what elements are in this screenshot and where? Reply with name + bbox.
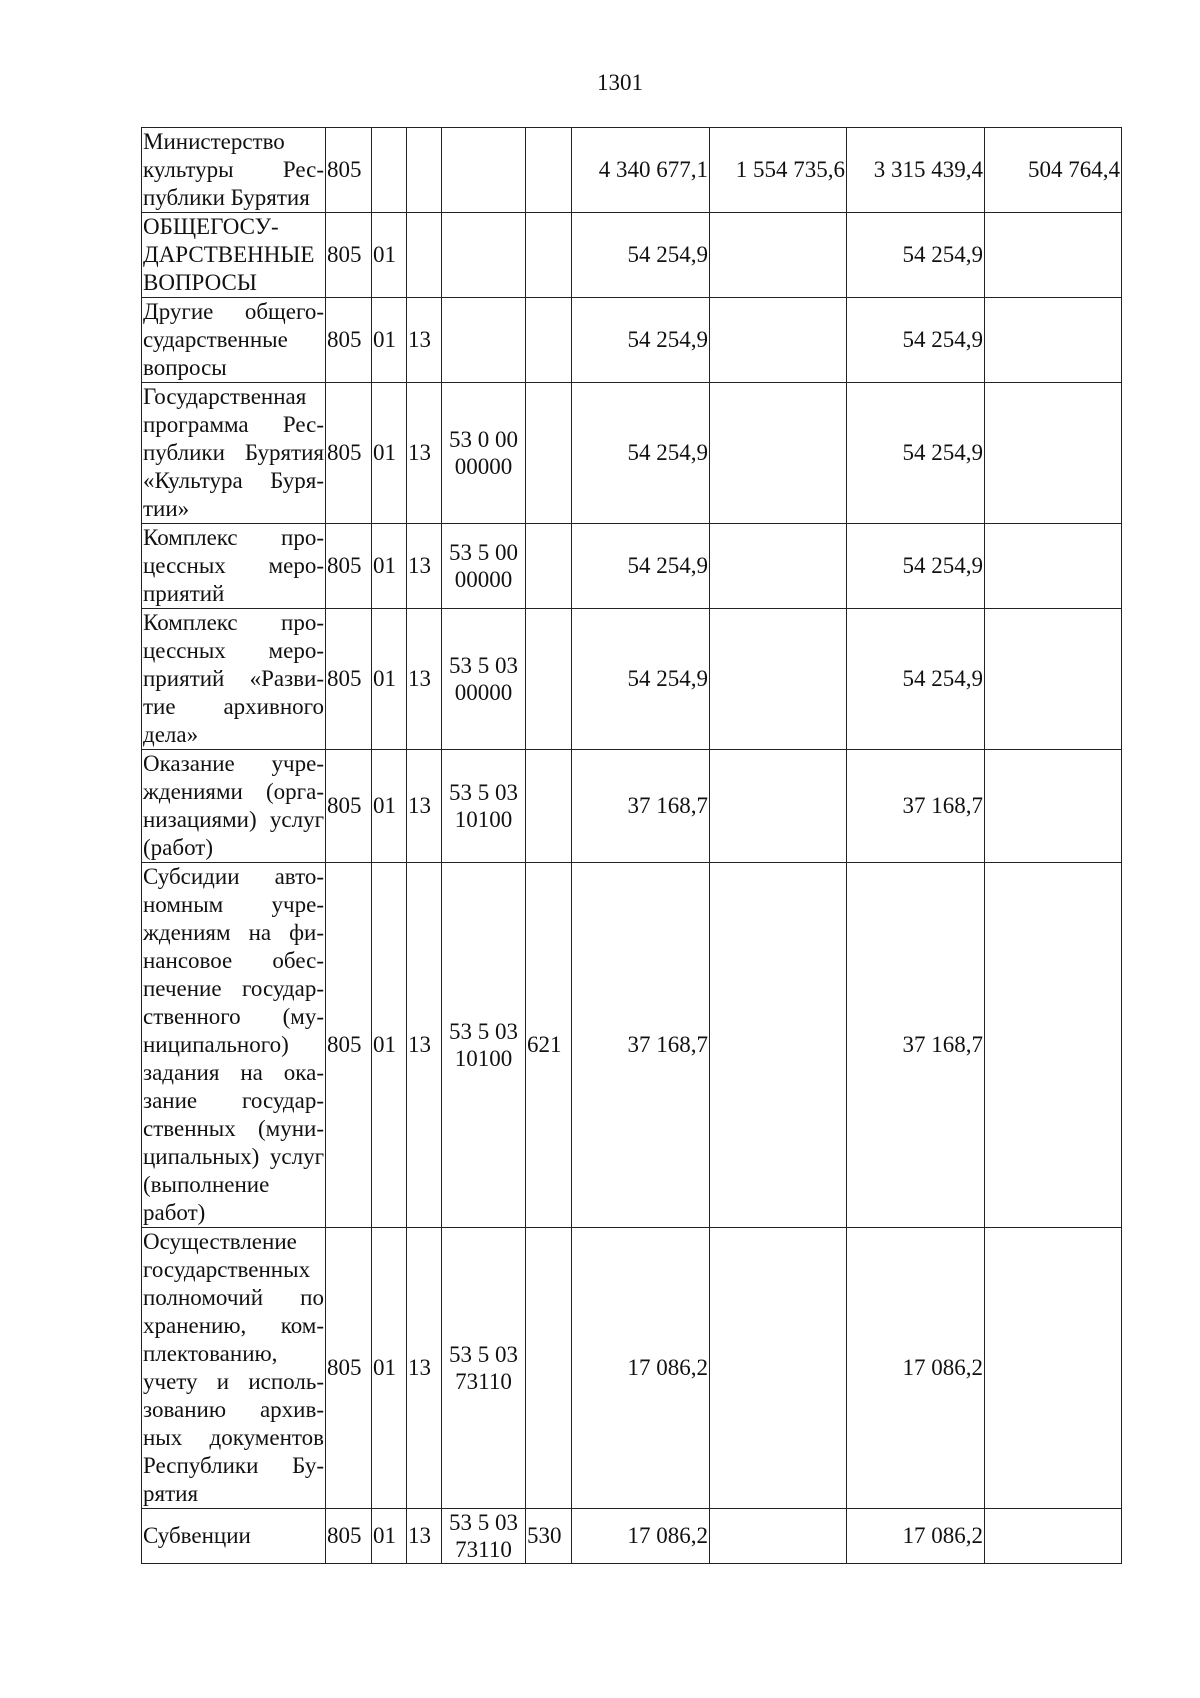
- target-article-text: 53 5 03 10100: [449, 1019, 518, 1071]
- expense-type-cell: [526, 863, 572, 1228]
- amount-2-cell: [847, 128, 985, 213]
- section-code-cell: [372, 1509, 407, 1564]
- amount-1-cell: [710, 213, 847, 298]
- row-name-text: ОБЩЕГОСУДАРСТВЕННЫЕ ВОПРОСЫ: [143, 214, 315, 295]
- subsection-code-cell: [407, 1509, 442, 1564]
- amount-1-cell: [710, 863, 847, 1228]
- subsection-code-cell: [407, 609, 442, 750]
- expense-type-cell: [526, 1509, 572, 1564]
- amount-2-cell: [847, 863, 985, 1228]
- target-article-cell: [442, 383, 526, 524]
- grbs-code-text: 805: [327, 242, 362, 267]
- grbs-code-cell: [326, 750, 372, 863]
- target-article-text: 53 5 03 00000: [449, 653, 518, 705]
- total-amount-text: 54 254,9: [627, 440, 708, 465]
- target-article-cell: [442, 1509, 526, 1564]
- grbs-code-cell: [326, 609, 372, 750]
- total-amount-cell: [572, 298, 710, 383]
- subsection-code-cell: [407, 383, 442, 524]
- row-name-text: Осуществление государственных полномочий по хранению, комплектованию, учету и использованию архивных документов Республики Бурятия: [143, 1229, 324, 1506]
- row-name-text: Министерство культуры Республики Бурятия: [143, 129, 324, 210]
- total-amount-cell: [572, 383, 710, 524]
- total-amount-text: 54 254,9: [627, 553, 708, 578]
- expense-type-cell: [526, 1228, 572, 1509]
- grbs-code-text: 805: [327, 1032, 362, 1057]
- amount-1-cell: [710, 750, 847, 863]
- total-amount-text: 17 086,2: [627, 1355, 708, 1380]
- row-name-cell: [142, 524, 326, 609]
- page-number: 1301: [597, 70, 643, 95]
- table-row: [142, 128, 1122, 213]
- row-name-cell: [142, 1228, 326, 1509]
- table-row: [142, 524, 1122, 609]
- grbs-code-cell: [326, 863, 372, 1228]
- total-amount-cell: [572, 609, 710, 750]
- expense-type-cell: [526, 609, 572, 750]
- target-article-text: 53 0 00 00000: [449, 427, 518, 479]
- total-amount-cell: [572, 1228, 710, 1509]
- total-amount-text: 37 168,7: [627, 1032, 708, 1057]
- grbs-code-text: 805: [327, 1523, 362, 1548]
- total-amount-cell: [572, 524, 710, 609]
- amount-2-cell: [847, 1509, 985, 1564]
- amount-2-cell: [847, 609, 985, 750]
- amount-2-cell: [847, 383, 985, 524]
- amount-3-cell: [985, 609, 1122, 750]
- subsection-code-cell: [407, 298, 442, 383]
- amount-3-cell: [985, 1228, 1122, 1509]
- amount-1-cell: [710, 1509, 847, 1564]
- expense-type-text: 621: [527, 1032, 562, 1057]
- grbs-code-cell: [326, 128, 372, 213]
- row-name-text: Государственная программа Республики Бурятия «Культура Бурятии»: [143, 384, 324, 521]
- section-code-text: 01: [373, 327, 396, 352]
- grbs-code-cell: [326, 213, 372, 298]
- subsection-code-cell: [407, 128, 442, 213]
- target-article-cell: [442, 524, 526, 609]
- row-name-text: Субсидии автономным учреждениям на финансовое обеспечение государственного (муниципального) задания на оказание государственных (муниципальных) услуг (выполнение работ): [143, 864, 324, 1225]
- row-name-cell: [142, 383, 326, 524]
- total-amount-text: 54 254,9: [627, 242, 708, 267]
- amount-1-text: 1 554 735,6: [735, 157, 845, 182]
- section-code-text: 01: [373, 793, 396, 818]
- row-name-text: Оказание учреждениями (организациями) услуг (работ): [143, 751, 324, 860]
- grbs-code-text: 805: [327, 553, 362, 578]
- grbs-code-text: 805: [327, 157, 362, 182]
- amount-3-cell: [985, 383, 1122, 524]
- row-name-cell: [142, 863, 326, 1228]
- amount-2-text: 54 254,9: [902, 242, 983, 267]
- row-name-cell: [142, 750, 326, 863]
- expense-type-cell: [526, 524, 572, 609]
- total-amount-cell: [572, 213, 710, 298]
- amount-1-cell: [710, 609, 847, 750]
- amount-3-cell: [985, 298, 1122, 383]
- amount-1-cell: [710, 1228, 847, 1509]
- section-code-text: 01: [373, 666, 396, 691]
- subsection-code-text: 13: [408, 327, 431, 352]
- section-code-cell: [372, 298, 407, 383]
- amount-2-text: 37 168,7: [902, 793, 983, 818]
- subsection-code-cell: [407, 1228, 442, 1509]
- target-article-cell: [442, 863, 526, 1228]
- row-name-cell: [142, 298, 326, 383]
- table-row: [142, 750, 1122, 863]
- row-name-cell: [142, 1509, 326, 1564]
- subsection-code-text: 13: [408, 1523, 431, 1548]
- target-article-cell: [442, 750, 526, 863]
- section-code-cell: [372, 750, 407, 863]
- subsection-code-text: 13: [408, 440, 431, 465]
- grbs-code-text: 805: [327, 1355, 362, 1380]
- subsection-code-cell: [407, 863, 442, 1228]
- table-row: [142, 383, 1122, 524]
- target-article-text: 53 5 00 00000: [449, 540, 518, 592]
- total-amount-text: 54 254,9: [627, 327, 708, 352]
- subsection-code-text: 13: [408, 793, 431, 818]
- subsection-code-text: 13: [408, 666, 431, 691]
- subsection-code-cell: [407, 750, 442, 863]
- amount-3-cell: [985, 213, 1122, 298]
- grbs-code-text: 805: [327, 666, 362, 691]
- amount-3-text: 504 764,4: [1028, 157, 1120, 182]
- target-article-cell: [442, 609, 526, 750]
- expense-type-cell: [526, 750, 572, 863]
- expense-type-cell: [526, 213, 572, 298]
- amount-2-cell: [847, 213, 985, 298]
- expense-type-text: 530: [527, 1523, 562, 1548]
- amount-2-cell: [847, 1228, 985, 1509]
- row-name-text: Комплекс процессных мероприятий «Развитие архивного дела»: [143, 610, 324, 747]
- section-code-cell: [372, 128, 407, 213]
- table-body: [142, 128, 1122, 1564]
- grbs-code-text: 805: [327, 327, 362, 352]
- total-amount-cell: [572, 128, 710, 213]
- amount-1-cell: [710, 383, 847, 524]
- row-name-cell: [142, 128, 326, 213]
- amount-1-cell: [710, 524, 847, 609]
- amount-3-cell: [985, 863, 1122, 1228]
- table-row: [142, 609, 1122, 750]
- expense-type-cell: [526, 298, 572, 383]
- expense-type-cell: [526, 128, 572, 213]
- total-amount-text: 54 254,9: [627, 666, 708, 691]
- amount-2-text: 17 086,2: [902, 1355, 983, 1380]
- row-name-cell: [142, 609, 326, 750]
- total-amount-text: 37 168,7: [627, 793, 708, 818]
- table-row: [142, 863, 1122, 1228]
- section-code-cell: [372, 609, 407, 750]
- target-article-text: 53 5 03 10100: [449, 780, 518, 832]
- amount-2-cell: [847, 298, 985, 383]
- target-article-text: 53 5 03 73110: [449, 1510, 518, 1562]
- amount-2-cell: [847, 750, 985, 863]
- section-code-text: 01: [373, 242, 396, 267]
- section-code-cell: [372, 213, 407, 298]
- target-article-cell: [442, 1228, 526, 1509]
- row-name-text: Комплекс процессных мероприятий: [143, 525, 324, 606]
- grbs-code-cell: [326, 298, 372, 383]
- amount-3-cell: [985, 1509, 1122, 1564]
- total-amount-text: 4 340 677,1: [598, 157, 708, 182]
- subsection-code-text: 13: [408, 553, 431, 578]
- total-amount-cell: [572, 863, 710, 1228]
- section-code-cell: [372, 383, 407, 524]
- table-row: [142, 298, 1122, 383]
- row-name-cell: [142, 213, 326, 298]
- table-row: [142, 1509, 1122, 1564]
- expense-type-cell: [526, 383, 572, 524]
- subsection-code-cell: [407, 524, 442, 609]
- row-name-text: Субвенции: [143, 1523, 251, 1548]
- section-code-text: 01: [373, 440, 396, 465]
- amount-1-cell: [710, 128, 847, 213]
- subsection-code-text: 13: [408, 1355, 431, 1380]
- grbs-code-cell: [326, 1509, 372, 1564]
- amount-2-text: 17 086,2: [902, 1523, 983, 1548]
- amount-3-cell: [985, 750, 1122, 863]
- section-code-text: 01: [373, 1032, 396, 1057]
- amount-2-text: 3 315 439,4: [873, 157, 983, 182]
- total-amount-text: 17 086,2: [627, 1523, 708, 1548]
- amount-3-cell: [985, 128, 1122, 213]
- grbs-code-text: 805: [327, 793, 362, 818]
- amount-2-text: 54 254,9: [902, 553, 983, 578]
- subsection-code-text: 13: [408, 1032, 431, 1057]
- section-code-cell: [372, 524, 407, 609]
- target-article-cell: [442, 213, 526, 298]
- amount-1-cell: [710, 298, 847, 383]
- target-article-text: 53 5 03 73110: [449, 1342, 518, 1394]
- section-code-text: 01: [373, 1523, 396, 1548]
- amount-2-text: 54 254,9: [902, 327, 983, 352]
- table-row: [142, 213, 1122, 298]
- grbs-code-cell: [326, 383, 372, 524]
- total-amount-cell: [572, 750, 710, 863]
- section-code-text: 01: [373, 553, 396, 578]
- amount-3-cell: [985, 524, 1122, 609]
- target-article-cell: [442, 128, 526, 213]
- amount-2-text: 37 168,7: [902, 1032, 983, 1057]
- row-name-text: Другие общегосударственные вопросы: [143, 299, 324, 380]
- grbs-code-text: 805: [327, 440, 362, 465]
- subsection-code-cell: [407, 213, 442, 298]
- amount-2-text: 54 254,9: [902, 440, 983, 465]
- budget-table: [141, 127, 1122, 1564]
- grbs-code-cell: [326, 1228, 372, 1509]
- section-code-cell: [372, 1228, 407, 1509]
- section-code-cell: [372, 863, 407, 1228]
- grbs-code-cell: [326, 524, 372, 609]
- section-code-text: 01: [373, 1355, 396, 1380]
- table-row: [142, 1228, 1122, 1509]
- target-article-cell: [442, 298, 526, 383]
- amount-2-cell: [847, 524, 985, 609]
- total-amount-cell: [572, 1509, 710, 1564]
- amount-2-text: 54 254,9: [902, 666, 983, 691]
